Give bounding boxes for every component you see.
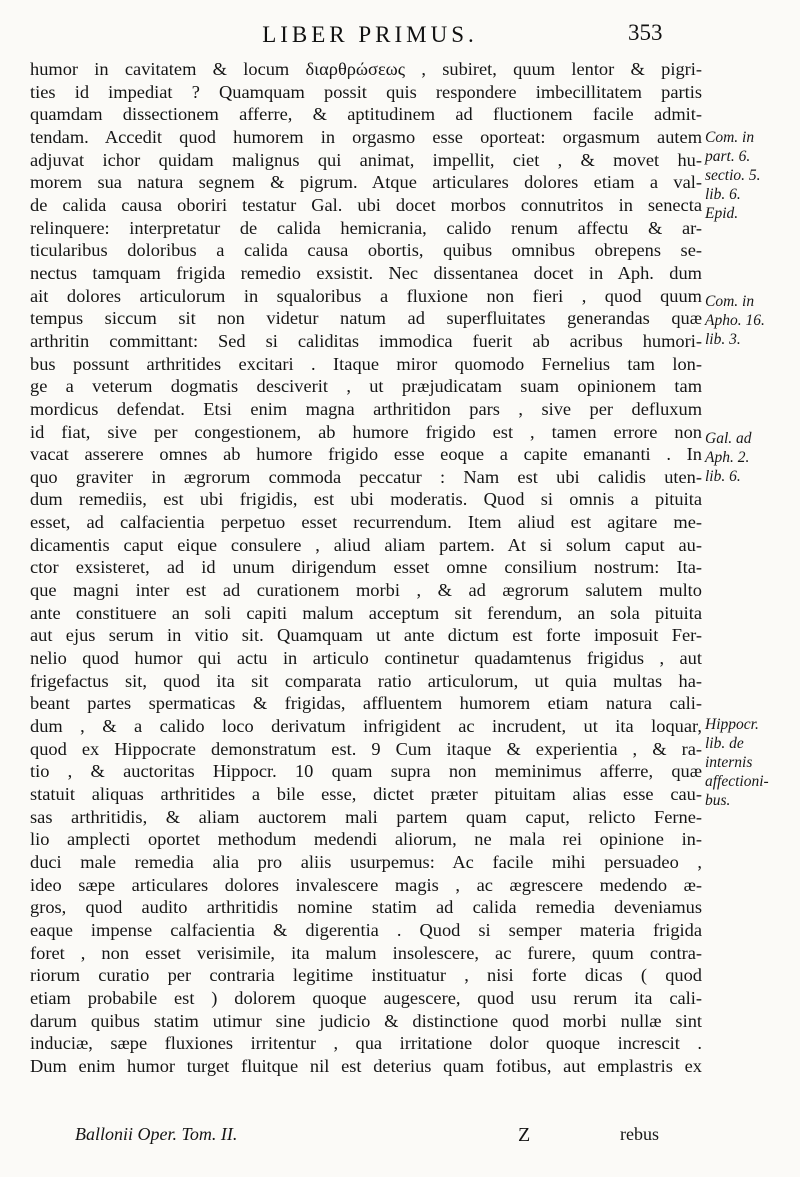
body-line: nectus tamquam frigida remedio exsistit. Nec dissentanea docet in Aph. dum xyxy=(30,262,702,283)
body-line: ties id impediat ? Quamquam possit quis respondere imbecillitatem partis xyxy=(30,81,702,102)
body-line: foret , non esset verisimile, ita malum insolescere, ac furere, quum contra- xyxy=(30,942,702,963)
body-line: morem sua natura segnem & pigrum. Atque articulares dolores etiam a val- xyxy=(30,172,702,193)
body-line: ge a veterum dogmatis desciverit , ut præjudicatam suam opinionem tam xyxy=(30,376,702,397)
margin-note-line: sectio. 5. xyxy=(705,167,761,184)
body-line: ticularibus doloribus a calida causa obortis, quibus omnibus obrepens se- xyxy=(30,240,702,261)
body-line: Dum enim humor turget fluitque nil est deterius quam fotibus, aut emplastris ex xyxy=(30,1055,702,1076)
body-line: tempus siccum sit non videtur natum ad superfluitates generandas quæ xyxy=(30,308,702,329)
page-number: 353 xyxy=(628,20,663,45)
body-line: bus possunt arthritides excitari . Itaque miror quomodo Fernelius tam lon- xyxy=(30,353,702,374)
body-line: dum remediis, est ubi frigidis, est ubi moderatis. Quod si omnis a pituita xyxy=(30,489,702,510)
body-line: relinquere: interpretatur de calida hemicrania, calido renum affectu & ar- xyxy=(30,217,702,238)
margin-note-line: lib. 6. xyxy=(705,468,741,485)
body-line: statuit aliquas arthritides a bile esse, dictet præter pituitam alias esse cau- xyxy=(30,784,702,804)
body-line: beant partes spermaticas & frigidas, affluentem humorem etiam natura cali- xyxy=(30,693,702,714)
margin-note xyxy=(705,429,797,486)
body-line: humor in cavitatem & locum διαρθρώσεως , subiret, quum lentor & pigri- xyxy=(30,59,702,79)
margin-note-line: bus. xyxy=(705,792,731,809)
body-line: tio , & auctoritas Hippocr. 10 quam supra non meminimus afferre, quæ xyxy=(30,761,702,782)
body-line: ait dolores articulorum in squaloribus a fluxione non fieri , quod quum xyxy=(30,285,702,306)
body-line: dum , & a calido loco derivatum infrigident ac incrudent, ut ita loquar, xyxy=(30,716,702,737)
body-line: duci male remedia alia pro aliis usurpemus: Ac facile mihi persuadeo , xyxy=(30,851,702,872)
footer-signature: Ballonii Oper. Tom. II. xyxy=(75,1124,238,1144)
gathering-mark: Z xyxy=(518,1124,531,1146)
margin-note xyxy=(705,292,797,349)
body-line: quod ex Hippocrate demonstratum est. 9 Cum itaque & experientia , & ra- xyxy=(30,738,702,759)
body-line: ctor exsisteret, ad id unum dirigendum esset omne consilium nostrum: Ita- xyxy=(30,557,702,578)
margin-note-line: affectioni- xyxy=(705,773,769,790)
body-line: gros, quod audito arthritidis nomine statim ad calida remedia deveniamus xyxy=(30,897,702,918)
body-line: sas arthritidis, & aliam auctorem mali partem quam caput, relicto Ferne- xyxy=(30,806,702,827)
body-line: quamdam dissectionem afferre, & aptitudinem ad fluctionem facile admit- xyxy=(30,104,702,125)
body-line: vacat asserere omnes ab humore frigido esse eoque a capite emananti . In xyxy=(30,444,702,465)
running-head: LIBER PRIMUS. xyxy=(262,22,478,47)
margin-note xyxy=(705,128,797,223)
margin-note-line: Epid. xyxy=(705,205,739,222)
margin-note-line: Com. in xyxy=(705,293,755,310)
body-line: aut ejus serum in vitio sit. Quamquam ut ante dictum est forte imposuit Fer- xyxy=(30,625,702,646)
margin-note-line: lib. 3. xyxy=(705,331,741,348)
margin-note-line: part. 6. xyxy=(705,148,751,165)
margin-note-line: Com. in xyxy=(705,129,755,146)
body-line: ideo sæpe articulares dolores invalescere magis , ac ægrescere medendo æ- xyxy=(30,874,702,895)
catchword: rebus xyxy=(620,1124,659,1144)
body-line: etiam probabile est ) dolorem quoque augescere, quod usu rerum ita cali- xyxy=(30,987,702,1008)
body-line: que magni inter est ad curationem morbi , & ad ægrorum salutem multo xyxy=(30,580,702,601)
body-line: darum quibus statim utimur sine judicio & distinctione quod morbi nullæ sint xyxy=(30,1010,702,1031)
margin-note-line: Gal. ad xyxy=(705,430,752,447)
body-line: frigefactus sit, quod ita sit comparata ratio articulorum, ut quia multas ha- xyxy=(30,670,702,691)
body-line: esset, ad calfacientia perpetuo esset recurrendum. Item aliud est agitare me- xyxy=(30,512,702,533)
margin-note-line: lib. 6. xyxy=(705,186,741,203)
body-line: arthritin committant: Sed si caliditas immodica fuerit ab acribus humori- xyxy=(30,330,702,351)
body-line: induciæ, sæpe fluxiones irritentur , qua irritatione dolor quoque increscit . xyxy=(30,1033,702,1054)
body-line: quo graviter in ægrorum commoda peccatur : Nam est ubi calidis uten- xyxy=(30,466,702,487)
body-line: de calida causa oboriri testatur Gal. ubi docet morbos connutritos in senecta xyxy=(30,194,702,215)
margin-note-line: Hippocr. xyxy=(705,716,759,733)
body-line: riorum curatio per contraria legitime instituatur , nisi forte dicas ( quod xyxy=(30,965,702,986)
body-line: dicamentis caput eique consulere , aliud aliam partem. At si solum caput au- xyxy=(30,534,702,555)
margin-note-line: Aph. 2. xyxy=(705,449,750,466)
margin-note-line: Apho. 16. xyxy=(705,312,765,329)
body-line: ante constituere an soli capiti malum acceptum sit ferendum, an sola pituita xyxy=(30,602,702,623)
margin-note xyxy=(705,715,797,810)
body-line: id fiat, sive per congestionem, ab humore frigido est , tamen errore non xyxy=(30,421,702,442)
body-line: eaque impense calfacientia & digerentia . Quod si semper materia frigida xyxy=(30,919,702,940)
margin-note-line: internis xyxy=(705,754,753,771)
body-text xyxy=(30,58,702,1078)
body-line: mordicus defendat. Etsi enim magna arthritidon pars , sive per defluxum xyxy=(30,398,702,419)
body-line: tendam. Accedit quod humorem in orgasmo esse oporteat: orgasmum autem xyxy=(30,126,702,147)
margin-note-line: lib. de xyxy=(705,735,744,752)
body-line: nelio quod humor qui actu in articulo continetur quadamtenus frigidus , aut xyxy=(30,648,702,669)
body-line: adjuvat ichor quidam malignus qui animat, impellit, ciet , & movet hu- xyxy=(30,149,702,170)
body-line: lio amplecti oportet methodum medendi aliorum, ne mala rei opinione in- xyxy=(30,829,702,850)
